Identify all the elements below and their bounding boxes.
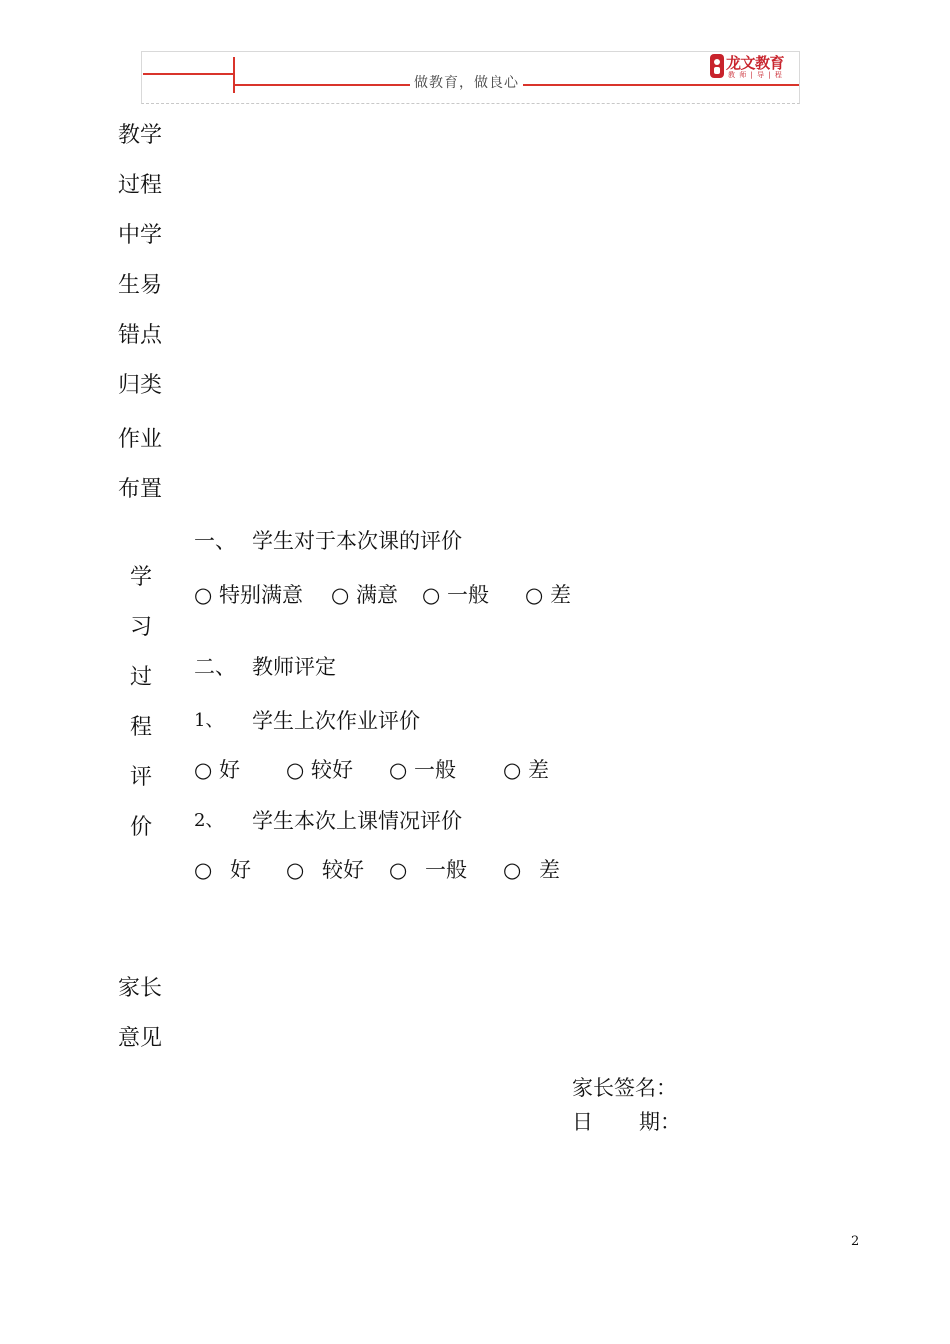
radio-icon[interactable]: ○ — [331, 583, 350, 607]
parent-signature-label: 家长签名： — [572, 1076, 677, 1100]
option-average: 一般 — [447, 583, 489, 607]
label-eval-3: 过 — [130, 665, 153, 690]
option-very-satisfied: 特别满意 — [219, 583, 303, 607]
date-label-period: 期： — [639, 1110, 681, 1134]
option-good: 好 — [219, 758, 240, 782]
label-parent-1: 家长 — [118, 976, 163, 1001]
header-line-short — [143, 73, 233, 75]
option-satisfied: 满意 — [356, 583, 398, 607]
item2-title: 学生本次上课情况评价 — [252, 809, 462, 833]
label-errors-2: 过程 — [118, 173, 163, 198]
label-parent-2: 意见 — [118, 1026, 163, 1051]
radio-icon[interactable]: ○ — [194, 858, 213, 882]
logo-text: 龙文教育 — [726, 54, 785, 72]
label-errors-1: 教学 — [118, 123, 163, 148]
item1-title: 学生上次作业评价 — [252, 709, 420, 733]
label-eval-5: 评 — [130, 765, 153, 790]
radio-icon[interactable]: ○ — [194, 758, 213, 782]
label-errors-5: 错点 — [118, 323, 163, 348]
logo-mark-icon — [708, 52, 726, 80]
option-poor: 差 — [550, 583, 571, 607]
page-number: 2 — [851, 1234, 860, 1249]
section2-title: 教师评定 — [252, 655, 336, 679]
option-average: 一般 — [425, 858, 467, 882]
option-average: 一般 — [414, 758, 456, 782]
section1-number: 一、 — [194, 529, 236, 553]
option-poor: 差 — [528, 758, 549, 782]
brand-logo — [708, 52, 794, 80]
label-eval-6: 价 — [130, 815, 153, 840]
label-errors-3: 中学 — [118, 223, 163, 248]
radio-icon[interactable]: ○ — [503, 758, 522, 782]
header-slogan: 做教育，做良心 — [410, 73, 523, 93]
section1-title: 学生对于本次课的评价 — [252, 529, 462, 553]
date-label-day: 日 — [572, 1110, 593, 1134]
option-fairly-good: 较好 — [322, 858, 364, 882]
radio-icon[interactable]: ○ — [286, 858, 305, 882]
logo-subtext: 教 师 | 导 | 程 — [728, 71, 783, 79]
label-homework-1: 作业 — [118, 427, 163, 452]
section2-number: 二、 — [194, 655, 236, 679]
label-eval-4: 程 — [130, 715, 153, 740]
radio-icon[interactable]: ○ — [389, 858, 408, 882]
radio-icon[interactable]: ○ — [286, 758, 305, 782]
label-eval-2: 习 — [130, 615, 153, 640]
header-tick — [233, 57, 235, 93]
label-homework-2: 布置 — [118, 477, 163, 502]
label-errors-4: 生易 — [118, 273, 163, 298]
radio-icon[interactable]: ○ — [422, 583, 441, 607]
radio-icon[interactable]: ○ — [525, 583, 544, 607]
label-errors-6: 归类 — [118, 373, 163, 398]
label-eval-1: 学 — [130, 565, 153, 590]
radio-icon[interactable]: ○ — [389, 758, 408, 782]
radio-icon[interactable]: ○ — [194, 583, 213, 607]
item2-number: 2、 — [194, 810, 224, 831]
option-poor: 差 — [539, 858, 560, 882]
radio-icon[interactable]: ○ — [503, 858, 522, 882]
item1-number: 1、 — [194, 710, 224, 731]
option-fairly-good: 较好 — [311, 758, 353, 782]
option-good: 好 — [230, 858, 251, 882]
